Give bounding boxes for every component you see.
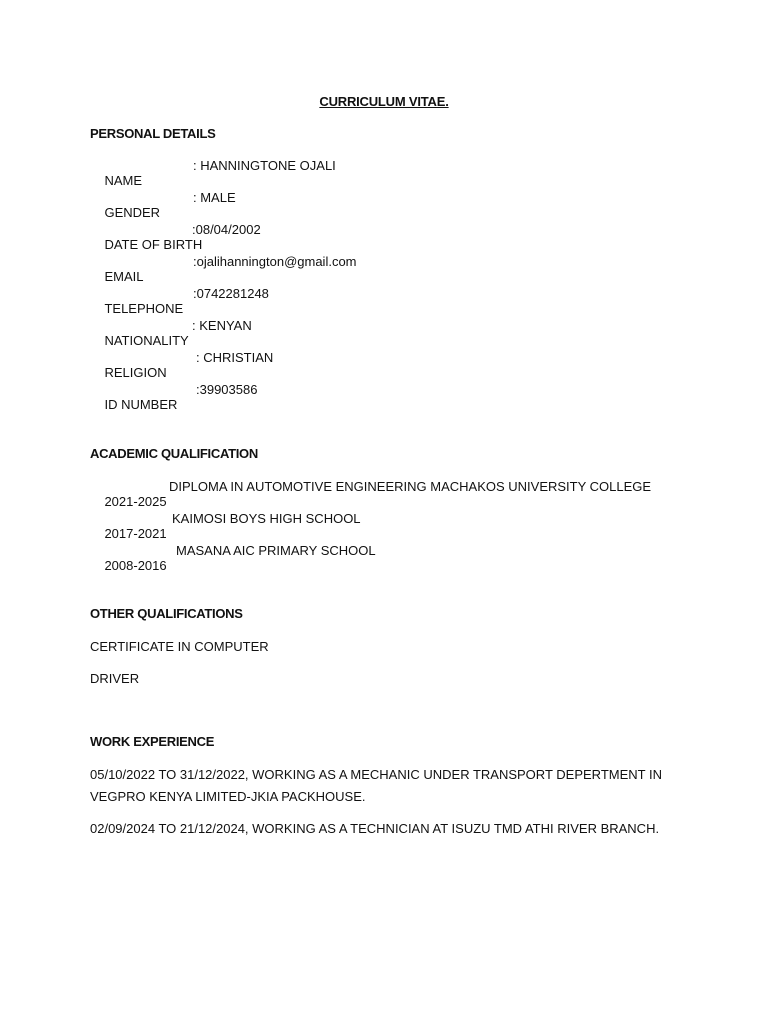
nationality-label: NATIONALITY [104, 333, 189, 348]
email-value: :ojalihannington@gmail.com [193, 254, 357, 269]
id-number-label: ID NUMBER [104, 397, 178, 412]
other-qualifications-heading: OTHER QUALIFICATIONS [90, 606, 243, 621]
academic-item [90, 543, 376, 603]
telephone-label: TELEPHONE [104, 301, 184, 316]
work-experience-heading: WORK EXPERIENCE [90, 734, 215, 749]
academic-item-years: 2008-2016 [104, 558, 167, 573]
nationality-value: : KENYAN [192, 318, 252, 333]
dob-label: DATE OF BIRTH [104, 237, 203, 252]
gender-label: GENDER [104, 205, 161, 220]
academic-qualification-heading: ACADEMIC QUALIFICATION [90, 446, 258, 461]
telephone-value: :0742281248 [193, 286, 269, 301]
gender-value: : MALE [193, 190, 236, 205]
document-title: CURRICULUM VITAE. [319, 94, 449, 109]
personal-details-heading: PERSONAL DETAILS [90, 126, 216, 141]
academic-item-years: 2017-2021 [104, 526, 167, 541]
other-qualification-item: DRIVER [90, 671, 140, 686]
religion-label: RELIGION [104, 365, 167, 380]
work-experience-item: 05/10/2022 TO 31/12/2022, WORKING AS A MECHANIC UNDER TRANSPORT DEPERTMENT IN VEGPRO KENYA LIMITED-JKIA PACKHOUSE. [90, 767, 662, 804]
name-value: : HANNINGTONE OJALI [193, 158, 336, 173]
religion-value: : CHRISTIAN [196, 350, 274, 365]
id-number-value: :39903586 [196, 382, 258, 397]
other-qualification-item: CERTIFICATE IN COMPUTER [90, 639, 269, 654]
id-number-row [90, 382, 258, 442]
name-label: NAME [104, 173, 143, 188]
work-experience-item: 02/09/2024 TO 21/12/2024, WORKING AS A TECHNICIAN AT ISUZU TMD ATHI RIVER BRANCH. [90, 821, 660, 836]
academic-item-years: 2021-2025 [104, 494, 167, 509]
dob-value: :08/04/2002 [192, 222, 261, 237]
academic-item-text: DIPLOMA IN AUTOMOTIVE ENGINEERING MACHAKOS UNIVERSITY COLLEGE [169, 479, 652, 494]
academic-item-text: MASANA AIC PRIMARY SCHOOL [176, 543, 376, 558]
email-label: EMAIL [104, 269, 144, 284]
academic-item-text: KAIMOSI BOYS HIGH SCHOOL [172, 511, 361, 526]
